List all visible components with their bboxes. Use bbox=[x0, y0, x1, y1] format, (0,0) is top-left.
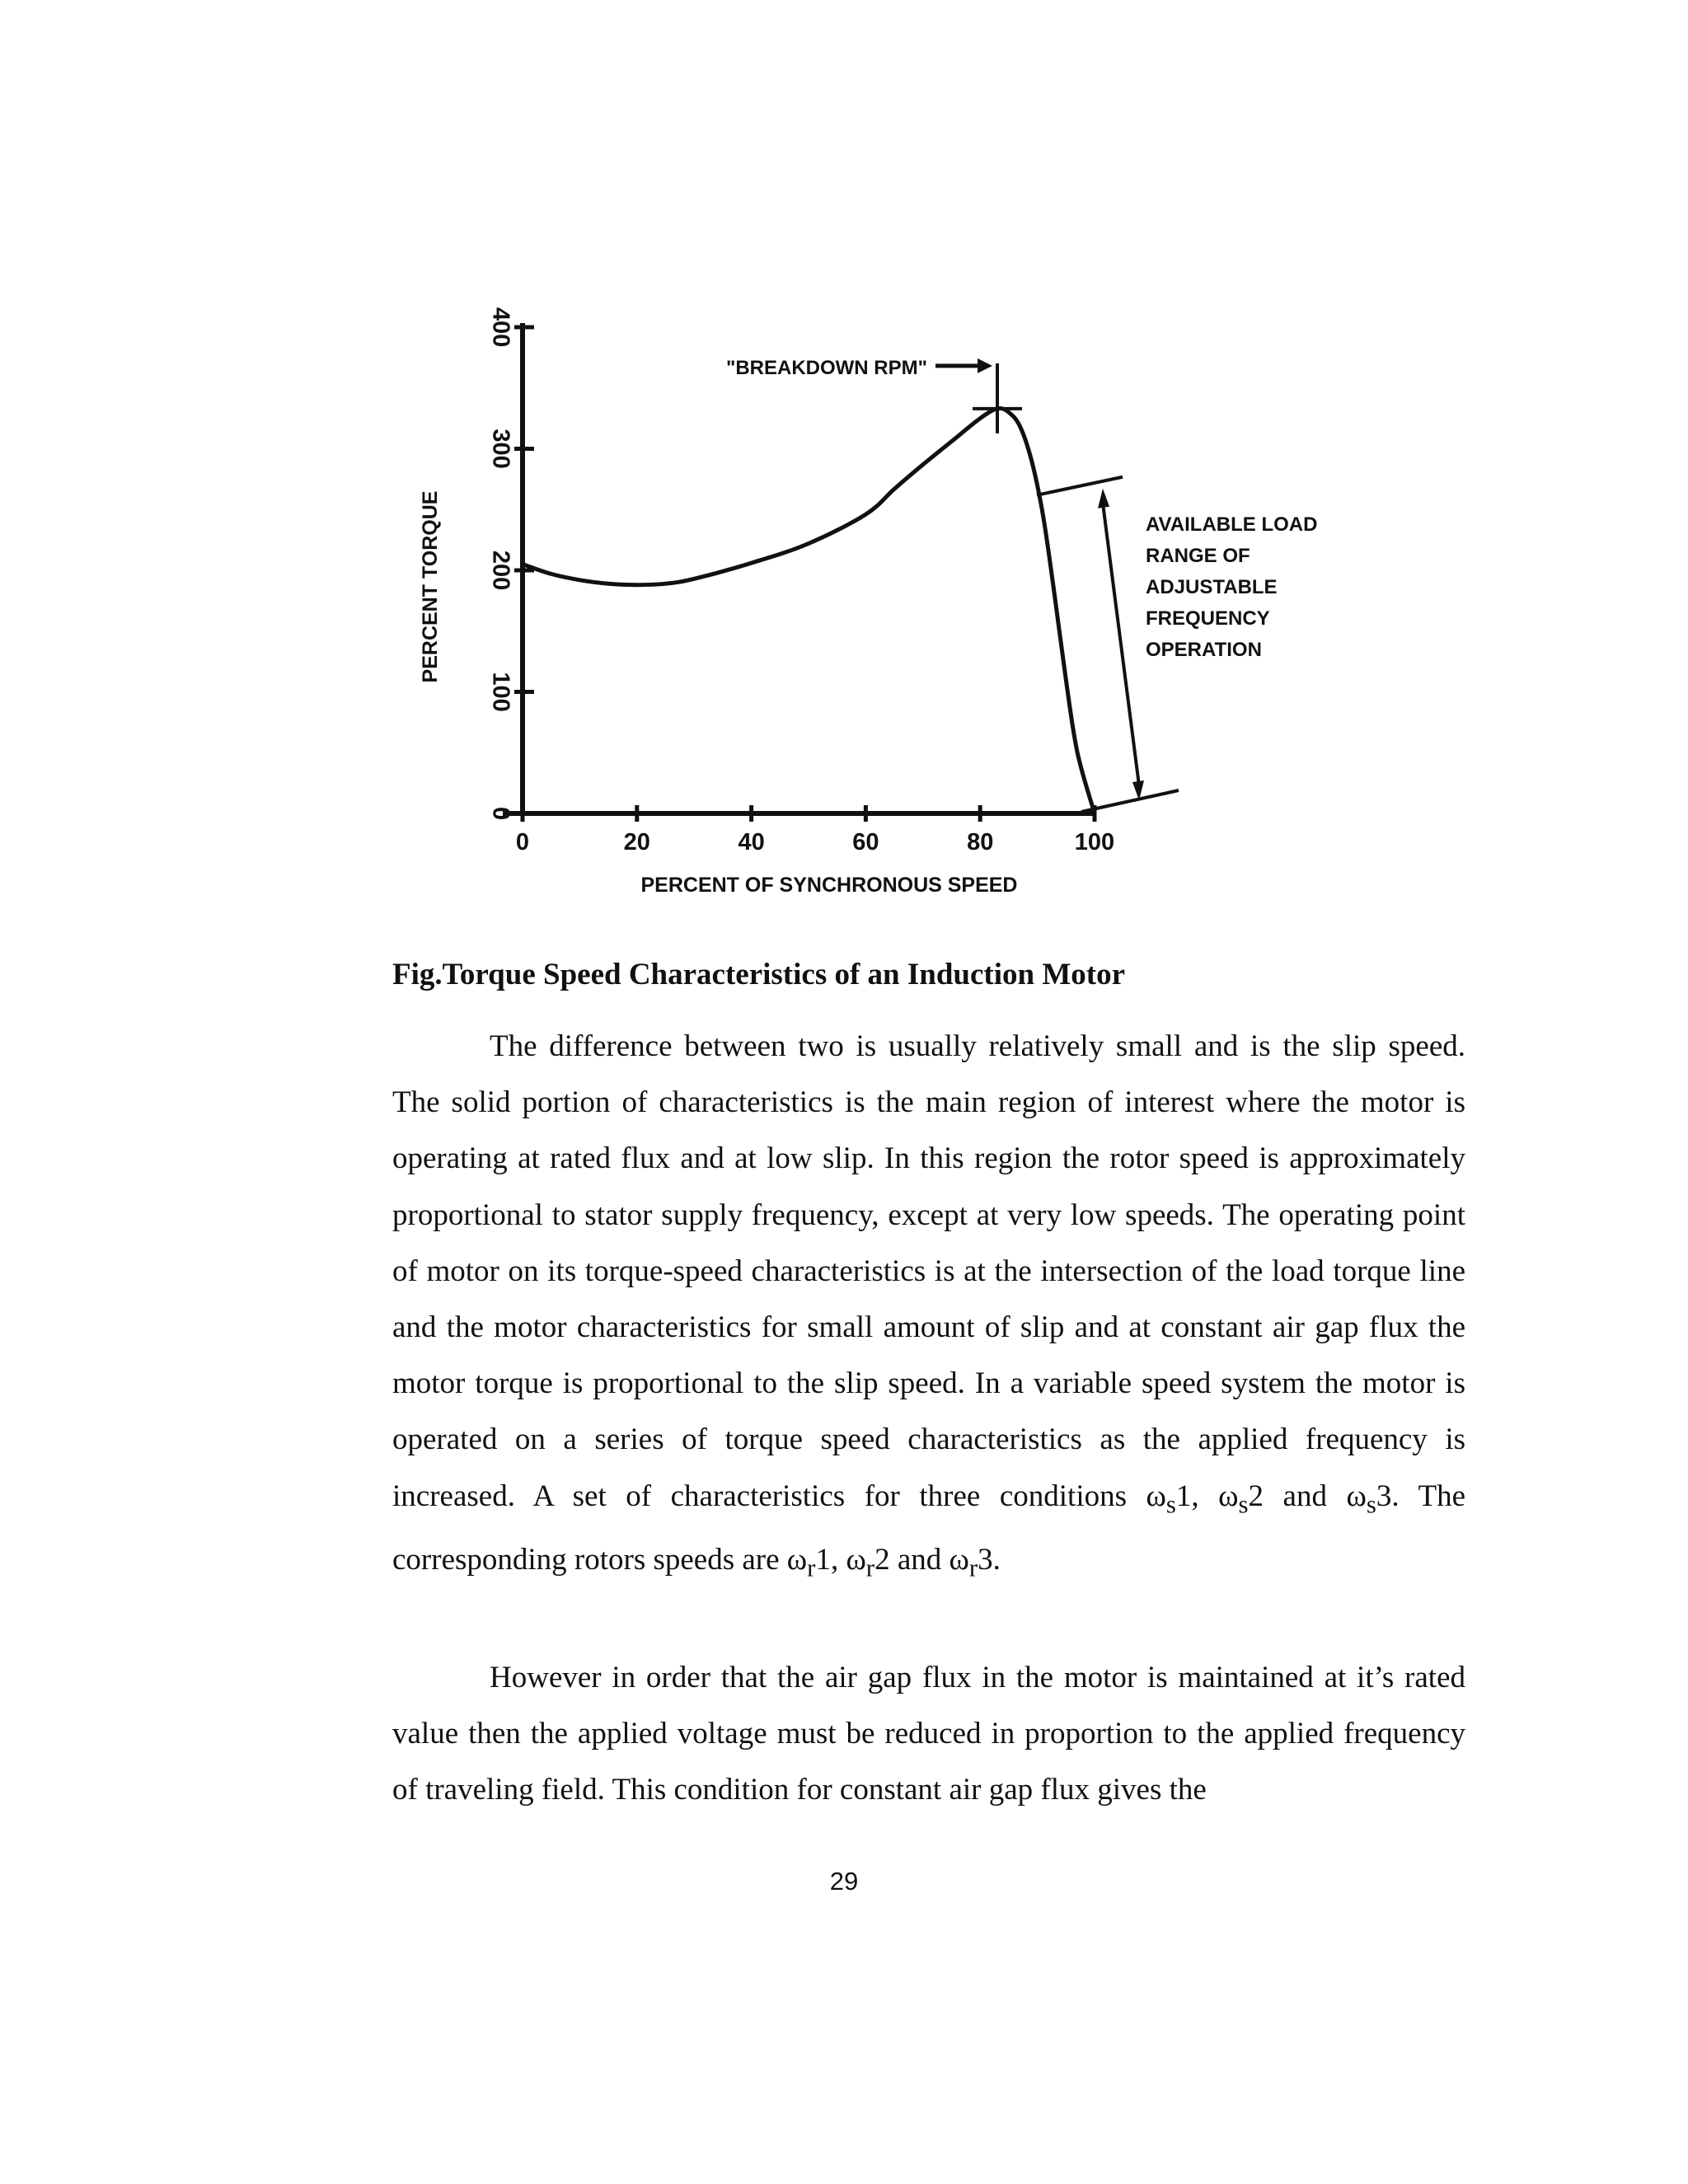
x-tick-label: 100 bbox=[1074, 829, 1115, 855]
omega-r3: $\omega_r3$ bbox=[949, 1543, 993, 1582]
torque-speed-chart bbox=[412, 297, 1352, 915]
y-tick-label: 0 bbox=[487, 806, 514, 821]
x-tick-label: 20 bbox=[623, 829, 650, 855]
y-tick-label: 100 bbox=[487, 672, 514, 712]
range-top-bar bbox=[1037, 477, 1123, 495]
y-tick-label: 300 bbox=[487, 429, 514, 469]
range-label-line: FREQUENCY bbox=[1146, 607, 1270, 630]
page-number: 29 bbox=[829, 1867, 859, 1896]
breakdown-arrow-head bbox=[978, 359, 992, 373]
x-tick-label: 60 bbox=[852, 829, 879, 855]
range-bottom-bar bbox=[1081, 790, 1179, 812]
range-label-line: AVAILABLE LOAD bbox=[1146, 513, 1318, 536]
chart-annotations bbox=[726, 357, 1317, 812]
range-arrow-head-up bbox=[1098, 489, 1109, 509]
range-label-line: ADJUSTABLE bbox=[1146, 576, 1278, 598]
range-label-line: OPERATION bbox=[1146, 639, 1262, 661]
y-tick-label: 200 bbox=[487, 550, 514, 591]
breakdown-label: "BREAKDOWN RPM" bbox=[725, 356, 928, 379]
omega-r1: $\omega_r1$ bbox=[786, 1543, 831, 1582]
torque-curve bbox=[523, 408, 1095, 813]
figure-caption: Fig.Torque Speed Characteristics of an Induction Motor bbox=[392, 958, 1126, 991]
x-tick-label: 40 bbox=[738, 829, 765, 855]
x-axis-title: PERCENT OF SYNCHRONOUS SPEED bbox=[640, 874, 1018, 897]
x-tick-label: 80 bbox=[967, 829, 994, 855]
paragraph-2: However in order that the air gap flux in the motor is maintained at it’s rated value then the applied voltage must be reduced in proportion to the applied frequency of traveling field. This condition for constant air gap flux gives the bbox=[392, 1661, 1465, 1807]
omega-s1: $\omega_s1$ bbox=[1146, 1479, 1192, 1519]
paragraph-1-text: The difference between two is usually relatively small and is the slip speed. The solid portion of characteristics is the main region of interest where the motor is operating at rated flux and at low slip. In this region the rotor speed is approximately proportional to stator supply frequency, except at very low speeds. The operating point of motor on its torque-speed characteristics is at the intersection of the load torque line and the motor characteristics for small amount of slip and at constant air gap flux the motor torque is proportional to the slip speed. In a variable speed system the motor is operated on a series of torque speed characteristics as the applied frequency is increased. A set of characteristics for three conditions bbox=[392, 1029, 1465, 1513]
omega-r2: $\omega_r2$ bbox=[846, 1543, 890, 1582]
paragraph-1: The difference between two is usually relatively small and is the slip speed. The solid portion of characteristics is the main region of interest where the motor is operating at rated flux and at low slip. In this region the rotor speed is approximately proportional to stator supply frequency, except at very low speeds. The operating point of motor on its torque-speed characteristics is at the intersection of the load torque line and the motor characteristics for small amount of slip and at constant air gap flux the motor torque is proportional to the slip speed. In a variable speed system the motor is operated on a series of torque speed characteristics as the applied frequency is increased. A set of characteristics for three conditions $\omega_s1$, $\omega_s2$ and $\omega_s3$. The corresponding rotors speeds are $\omega_r1$, $\omega_r2$ and $\omega_r3$. bbox=[392, 1029, 1466, 1582]
y-axis-title: PERCENT TORQUE bbox=[419, 490, 442, 683]
range-label-line: RANGE OF bbox=[1146, 545, 1250, 567]
chart-axes bbox=[503, 323, 1095, 813]
x-tick-label: 0 bbox=[515, 829, 530, 855]
omega-s2: $\omega_s2$ bbox=[1218, 1479, 1264, 1519]
y-tick-label: 400 bbox=[487, 307, 514, 348]
omega-s3: $\omega_s3$ bbox=[1346, 1479, 1392, 1519]
range-arrow-shaft bbox=[1103, 504, 1139, 785]
torque-speed-figure bbox=[412, 297, 1352, 915]
